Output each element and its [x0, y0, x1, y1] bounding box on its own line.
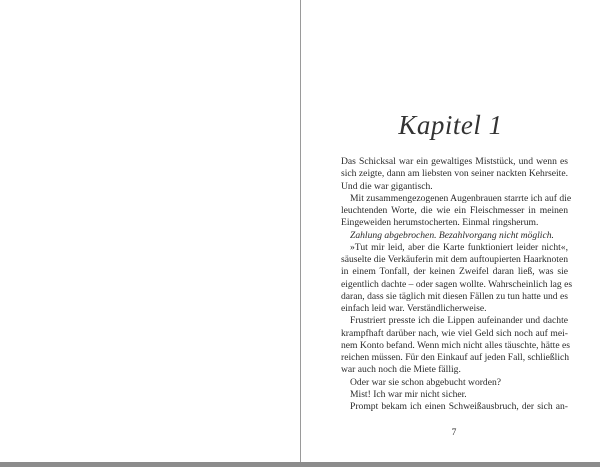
text-line: Oder war sie schon abgebucht worden? — [350, 376, 502, 388]
text-line: Mist! Ich war mir nicht sicher. — [350, 388, 467, 400]
bottom-edge-bar — [0, 462, 600, 467]
text-line: sich zeigte, dann am liebsten von seiner nackten Kehrseite. — [341, 168, 568, 180]
chapter-title: Kapitel 1 — [398, 110, 503, 141]
text-line: in einem Tonfall, der keinen Zweifel daran ließ, was sie — [341, 266, 568, 278]
text-line: Zahlung abgebrochen. Bezahlvorgang nicht möglich. — [350, 229, 554, 241]
text-line: Prompt bekam ich einen Schweißausbruch, der sich an- — [350, 401, 568, 412]
text-line: reichen müssen. Für den Einkauf auf jeden Fall, schließlich — [341, 352, 570, 363]
text-line: »Tut mir leid, aber die Karte funktioniert leider nicht«, — [350, 241, 568, 253]
text-line: eigentlich dachte – oder sagen wollte. Wahrscheinlich lag es — [341, 278, 573, 290]
text-line: daran, dass sie täglich mit diesen Fällen zu tun hatte und es — [341, 290, 568, 302]
text-line: nem Konto befand. Wenn mich nicht alles täuschte, hätte es — [341, 339, 570, 351]
page-number: 7 — [451, 428, 457, 438]
text-line: Eingeweiden herumstocherten. Einmal ringsherum. — [341, 217, 539, 229]
text-line: einfach leid war. Verständlicherweise. — [341, 303, 487, 314]
text-line: Und die war gigantisch. — [341, 180, 433, 192]
text-line: war auch noch die Miete fällig. — [341, 364, 461, 376]
text-line: Das Schicksal war ein gewaltiges Miststück, und wenn es — [341, 156, 568, 167]
text-line: Frustriert presste ich die Lippen aufeinander und dachte — [350, 315, 568, 327]
text-line: Mit zusammengezogenen Augenbrauen starrte ich auf die — [350, 192, 572, 204]
chapter-body-text — [341, 156, 573, 413]
text-line: krampfhaft darüber nach, wie viel Geld sich noch auf mei- — [341, 327, 568, 339]
text-line: leuchtenden Worte, die wie ein Fleischmesser in meinen — [341, 205, 568, 216]
text-line: säuselte die Verkäuferin mit dem auftoupierten Haarknoten — [341, 254, 568, 265]
left-page-blank — [0, 0, 300, 462]
